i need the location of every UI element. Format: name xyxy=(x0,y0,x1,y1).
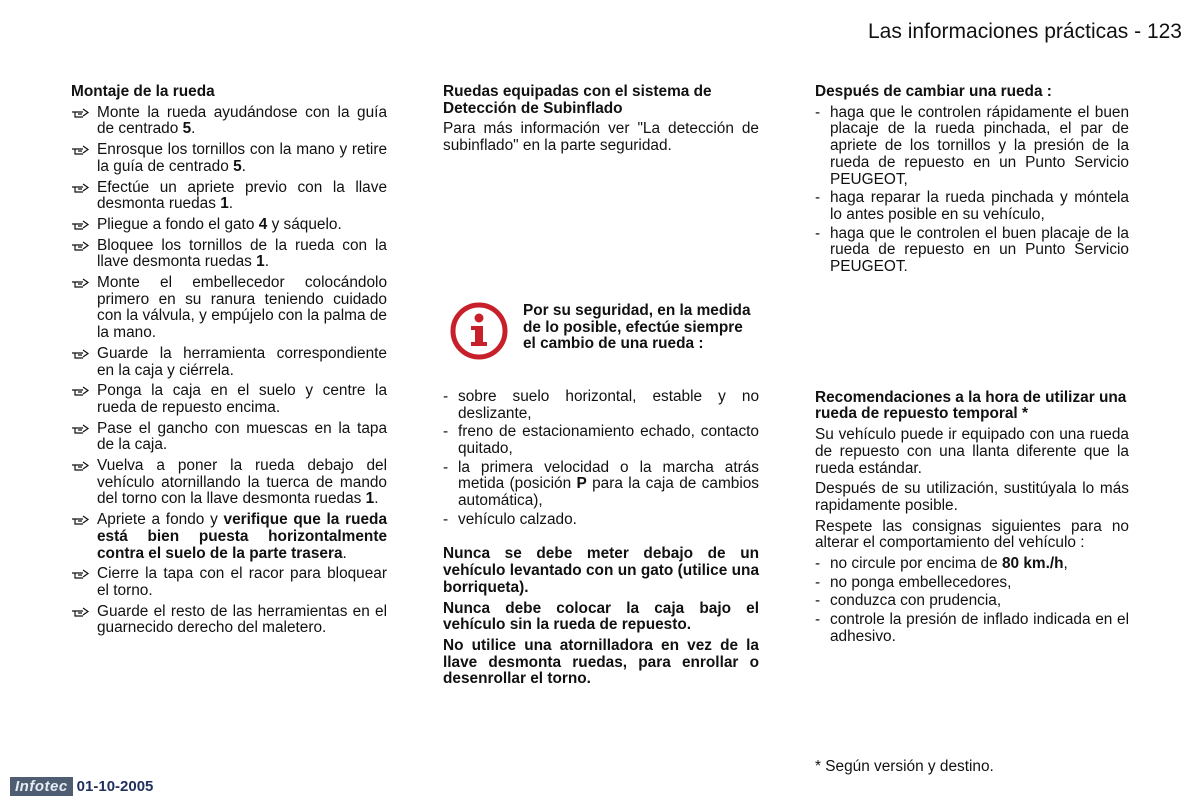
item-text: Enrosque los tornillos con la mano y retire la guía de centrado xyxy=(97,141,387,175)
item-emphasis: 1 xyxy=(220,195,229,213)
item-emphasis: 5 xyxy=(233,157,242,175)
section-heading-temporary-spare: Recomendaciones a la hora de utilizar una rueda de repuesto temporal * xyxy=(815,388,1127,423)
pointing-hand-icon xyxy=(71,218,91,232)
list-item xyxy=(71,383,387,416)
pointing-hand-icon xyxy=(71,181,91,195)
item-text-end: . xyxy=(342,544,347,562)
section-heading-underinflation: Ruedas equipadas con el sistema de Detección de Subinflado xyxy=(443,83,712,117)
item-text: la primera velocidad o la marcha atrás metida (posición xyxy=(458,458,759,493)
item-text: no circule por encima de xyxy=(830,555,1002,573)
pointing-hand-icon xyxy=(71,239,91,253)
safety-conditions-list xyxy=(443,389,759,529)
column-wheel-mounting xyxy=(71,84,387,641)
list-item xyxy=(71,346,387,379)
pointing-hand-icon xyxy=(71,276,91,290)
item-text: Ponga la caja en el suelo y centre la rueda de repuesto encima. xyxy=(97,382,387,416)
infotec-logo: Infotec xyxy=(10,777,73,796)
item-text-end: . xyxy=(264,253,269,271)
item-text-end: . xyxy=(241,157,246,175)
pointing-hand-icon xyxy=(71,384,91,398)
list-item xyxy=(443,512,759,529)
list-item xyxy=(815,556,1129,573)
after-change-list xyxy=(815,105,1129,276)
item-text: freno de estacionamiento echado, contacto quitado, xyxy=(458,423,759,457)
item-emphasis: 1 xyxy=(256,253,265,271)
underinflation-intro: Para más información ver "La detección de subinflado" en la parte seguridad. xyxy=(443,120,759,155)
page-header: Las informaciones prácticas - 123 xyxy=(868,20,1182,43)
item-text-end: . xyxy=(374,490,379,508)
paragraph: Su vehículo puede ir equipado con una rueda de repuesto con una llanta diferente que la rueda estándar. xyxy=(815,426,1129,477)
list-item xyxy=(71,458,387,508)
pointing-hand-icon xyxy=(71,422,91,436)
pointing-hand-icon xyxy=(71,106,91,120)
item-text-end: para la caja de cambios automática), xyxy=(458,475,759,510)
list-item xyxy=(443,389,759,422)
list-item xyxy=(71,180,387,213)
list-item xyxy=(443,460,759,510)
pointing-hand-icon xyxy=(71,347,91,361)
pointing-hand-icon xyxy=(71,143,91,157)
footnote: * Según versión y destino. xyxy=(815,758,994,775)
item-emphasis: 5 xyxy=(182,120,192,138)
item-text-end: , xyxy=(1063,555,1068,573)
safety-notice xyxy=(443,301,759,371)
pointing-hand-icon xyxy=(71,567,91,581)
list-item: - haga que le controlen el buen placaje de la rueda de repuesto en un Punto Servicio PEUGEOT. xyxy=(815,226,1129,276)
section-heading-wheel-mounting: Montaje de la rueda xyxy=(71,83,215,100)
mounting-steps-list xyxy=(71,105,387,637)
column-underinflation xyxy=(443,84,759,692)
safety-notice-text: Por su seguridad, en la medida de lo posible, efectúe siempre el cambio de una rueda : xyxy=(523,301,751,353)
list-item xyxy=(815,612,1129,645)
list-item: - haga que le controlen rápidamente el buen placaje de la rueda pinchada, el par de apriete de los tornillos y la presión de la rueda de repuesto en un Punto Servicio PEUGEOT, xyxy=(815,105,1129,189)
list-item xyxy=(815,575,1129,592)
item-text: Monte el embellecedor colocándolo primero en su ranura teniendo cuidado con la válvula, y empújelo con la palma de la mano. xyxy=(97,274,387,342)
column-after-change xyxy=(815,84,1129,648)
item-text: Efectúe un apriete previo con la llave desmonta ruedas xyxy=(97,178,387,213)
item-text: Guarde el resto de las herramientas en el guarnecido derecho del maletero. xyxy=(97,602,387,637)
item-text: sobre suelo horizontal, estable y no deslizante, xyxy=(458,387,759,422)
list-item xyxy=(71,275,387,342)
list-item xyxy=(71,421,387,454)
item-text: Pliegue a fondo el gato xyxy=(97,215,259,233)
item-text: conduzca con prudencia, xyxy=(830,592,1002,610)
temporary-spare-list xyxy=(815,556,1129,646)
item-text: Vuelva a poner la rueda debajo del vehículo atornillando la tuerca de mando del torno con la llave desmonta ruedas xyxy=(97,457,387,508)
item-text-end: y sáquelo. xyxy=(267,215,342,233)
list-item xyxy=(71,512,387,562)
item-text: Cierre la tapa con el racor para bloquear el torno. xyxy=(97,565,387,599)
pointing-hand-icon xyxy=(71,459,91,473)
item-text: no ponga embellecedores, xyxy=(830,573,1012,591)
list-item xyxy=(71,105,387,138)
list-item xyxy=(443,424,759,457)
item-text: controle la presión de inflado indicada en el adhesivo. xyxy=(830,611,1129,645)
item-emphasis: P xyxy=(576,475,587,493)
list-item xyxy=(815,593,1129,610)
item-emphasis: 1 xyxy=(365,490,375,508)
list-item: - haga reparar la rueda pinchada y móntela lo antes posible en su vehículo, xyxy=(815,190,1129,223)
print-date: 01-10-2005 xyxy=(76,778,154,795)
item-text-end: . xyxy=(191,120,196,138)
list-item xyxy=(71,142,387,175)
paragraph: Después de su utilización, sustitúyala lo más rapidamente posible. xyxy=(815,480,1129,514)
item-text-end: . xyxy=(228,195,234,213)
section-heading-after-change: Después de cambiar una rueda : xyxy=(815,83,1052,100)
pointing-hand-icon xyxy=(71,513,91,527)
item-text: vehículo calzado. xyxy=(458,510,577,528)
info-icon xyxy=(449,301,509,361)
list-item xyxy=(71,238,387,271)
list-item xyxy=(71,604,387,637)
item-emphasis: verifique que la rueda está bien puesta horizontalmente contra el suelo de la parte trasera xyxy=(97,511,387,562)
item-text: Pase el gancho con muescas en la tapa de la caja. xyxy=(97,419,387,454)
paragraph: Respete las consignas siguientes para no alterar el comportamiento del vehículo : xyxy=(815,517,1129,552)
item-text: Apriete a fondo y xyxy=(97,511,224,529)
item-text: Guarde la herramienta correspondiente en la caja y ciérrela. xyxy=(97,344,387,379)
item-text: Monte la rueda ayudándose con la guía de centrado xyxy=(97,103,387,138)
print-stamp xyxy=(10,777,153,796)
warnings-block xyxy=(443,546,759,688)
warning-text: Nunca se debe meter debajo de un vehículo levantado con un gato (utilice una borriqueta). xyxy=(443,545,759,596)
item-text: Bloquee los tornillos de la rueda con la llave desmonta ruedas xyxy=(97,236,387,271)
warning-text: No utilice una atornilladora en vez de la llave desmonta ruedas, para enrollar o desenrollar el torno. xyxy=(443,636,759,688)
item-emphasis: 4 xyxy=(258,215,268,233)
pointing-hand-icon xyxy=(71,605,91,619)
list-item xyxy=(71,566,387,599)
list-item xyxy=(71,217,387,234)
item-emphasis: 80 km./h xyxy=(1001,555,1064,573)
warning-text: Nunca debe colocar la caja bajo el vehículo sin la rueda de repuesto. xyxy=(443,599,759,634)
